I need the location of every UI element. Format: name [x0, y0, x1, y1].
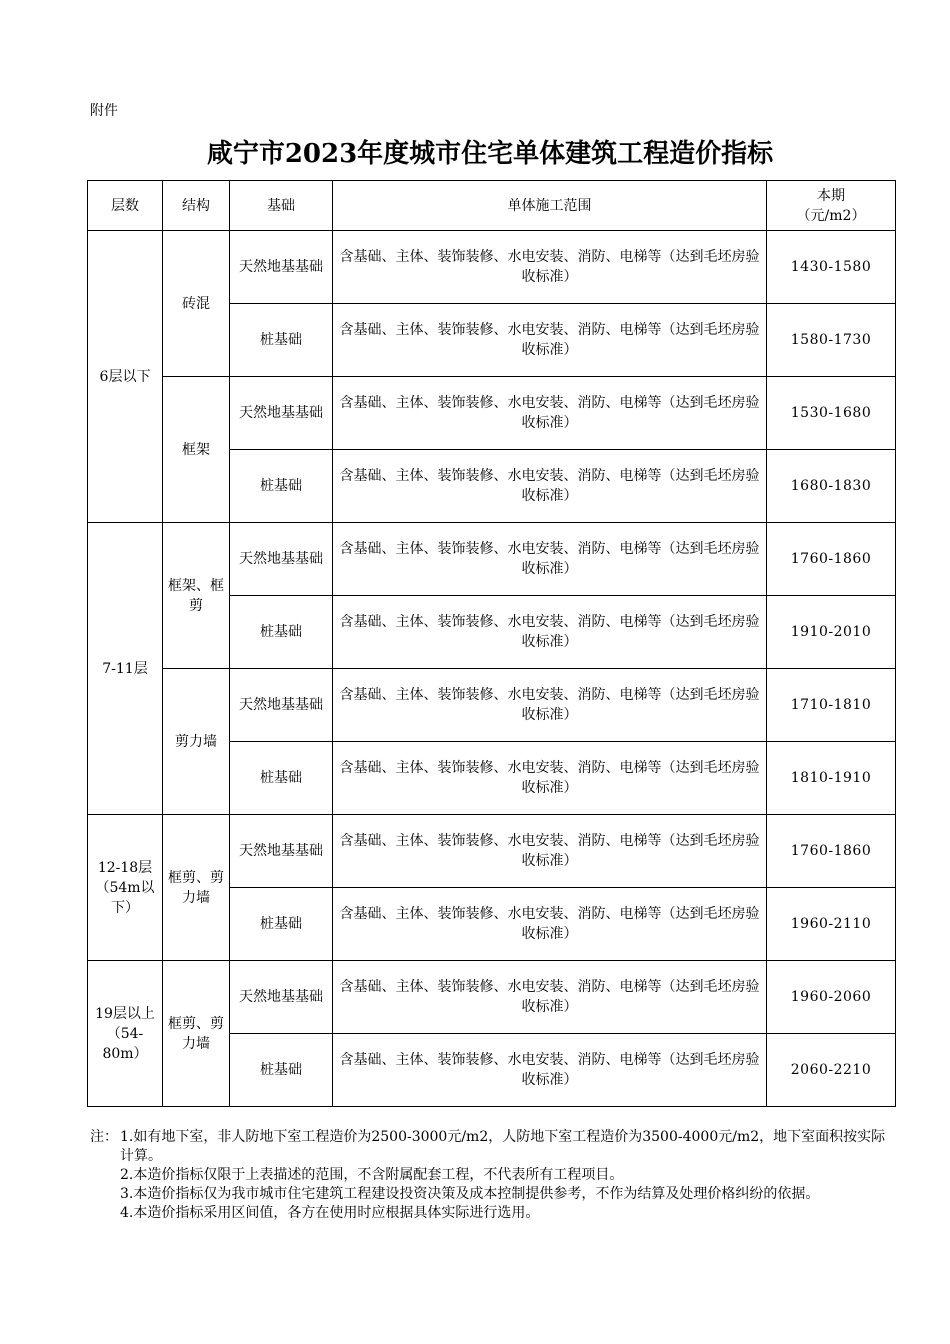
header-price-line1: 本期	[817, 187, 845, 204]
price-cell: 2060-2210	[767, 1034, 896, 1107]
table-row	[88, 815, 896, 888]
structure-cell: 砖混	[163, 231, 230, 377]
foundation-cell: 天然地基基础	[230, 231, 333, 304]
price-cell: 1580-1730	[767, 304, 896, 377]
notes-lead: 注：	[90, 1129, 118, 1145]
note-text: 1.如有地下室，非人防地下室工程造价为2500-3000元/m2，人防地下室工程造价为3500-4000元/m2，地下室面积按实际计算。	[120, 1129, 886, 1164]
note-item	[90, 1166, 890, 1185]
page-title: 咸宁市2023年度城市住宅单体建筑工程造价指标	[206, 139, 774, 169]
floor-group-cell: 19层以上（54-80m）	[88, 961, 163, 1107]
floor-group-cell: 12-18层（54m以下）	[88, 815, 163, 961]
price-cell: 1960-2060	[767, 961, 896, 1034]
table-row	[88, 961, 896, 1034]
structure-cell: 框剪、剪力墙	[163, 815, 230, 961]
note-item	[90, 1204, 890, 1223]
price-cell: 1430-1580	[767, 231, 896, 304]
structure-cell: 框剪、剪力墙	[163, 961, 230, 1107]
header-price-line2: （元/m2）	[796, 207, 866, 224]
scope-cell: 含基础、主体、装饰装修、水电安装、消防、电梯等（达到毛坯房验收标准）	[333, 888, 767, 961]
table-row	[88, 669, 896, 742]
header-scope: 单体施工范围	[333, 181, 767, 231]
scope-cell: 含基础、主体、装饰装修、水电安装、消防、电梯等（达到毛坯房验收标准）	[333, 961, 767, 1034]
price-cell: 1810-1910	[767, 742, 896, 815]
structure-cell: 框架、框剪	[163, 523, 230, 669]
foundation-cell: 桩基础	[230, 888, 333, 961]
table-row	[88, 523, 896, 596]
floor-group-cell: 7-11层	[88, 523, 163, 815]
header-foundation: 基础	[230, 181, 333, 231]
attachment-label: 附件	[90, 103, 118, 119]
scope-cell: 含基础、主体、装饰装修、水电安装、消防、电梯等（达到毛坯房验收标准）	[333, 377, 767, 450]
foundation-cell: 桩基础	[230, 742, 333, 815]
notes	[90, 1128, 890, 1223]
foundation-cell: 桩基础	[230, 450, 333, 523]
price-cell: 1760-1860	[767, 523, 896, 596]
note-text: 4.本造价指标采用区间值，各方在使用时应根据具体实际进行选用。	[120, 1205, 540, 1221]
price-cell: 1910-2010	[767, 596, 896, 669]
foundation-cell: 桩基础	[230, 1034, 333, 1107]
scope-cell: 含基础、主体、装饰装修、水电安装、消防、电梯等（达到毛坯房验收标准）	[333, 742, 767, 815]
foundation-cell: 桩基础	[230, 596, 333, 669]
header-row	[88, 181, 896, 231]
note-text: 3.本造价指标仅为我市城市住宅建筑工程建设投资决策及成本控制提供参考，不作为结算及处理价格纠纷的依据。	[120, 1186, 820, 1202]
scope-cell: 含基础、主体、装饰装修、水电安装、消防、电梯等（达到毛坯房验收标准）	[333, 1034, 767, 1107]
header-price	[767, 181, 896, 231]
note-text: 2.本造价指标仅限于上表描述的范围，不含附属配套工程，不代表所有工程项目。	[120, 1167, 624, 1183]
foundation-cell: 天然地基基础	[230, 523, 333, 596]
note-item	[90, 1185, 890, 1204]
scope-cell: 含基础、主体、装饰装修、水电安装、消防、电梯等（达到毛坯房验收标准）	[333, 669, 767, 742]
foundation-cell: 天然地基基础	[230, 669, 333, 742]
scope-cell: 含基础、主体、装饰装修、水电安装、消防、电梯等（达到毛坯房验收标准）	[333, 304, 767, 377]
floor-group-cell: 6层以下	[88, 231, 163, 523]
foundation-cell: 天然地基基础	[230, 377, 333, 450]
note-item	[90, 1128, 890, 1166]
price-cell: 1760-1860	[767, 815, 896, 888]
structure-cell: 框架	[163, 377, 230, 523]
price-cell: 1710-1810	[767, 669, 896, 742]
table-row	[88, 377, 896, 450]
price-cell: 1960-2110	[767, 888, 896, 961]
foundation-cell: 天然地基基础	[230, 961, 333, 1034]
scope-cell: 含基础、主体、装饰装修、水电安装、消防、电梯等（达到毛坯房验收标准）	[333, 596, 767, 669]
scope-cell: 含基础、主体、装饰装修、水电安装、消防、电梯等（达到毛坯房验收标准）	[333, 450, 767, 523]
structure-cell: 剪力墙	[163, 669, 230, 815]
header-floors: 层数	[88, 181, 163, 231]
header-structure: 结构	[163, 181, 230, 231]
scope-cell: 含基础、主体、装饰装修、水电安装、消防、电梯等（达到毛坯房验收标准）	[333, 523, 767, 596]
cost-index-table	[87, 180, 896, 1107]
price-cell: 1530-1680	[767, 377, 896, 450]
table-row	[88, 231, 896, 304]
scope-cell: 含基础、主体、装饰装修、水电安装、消防、电梯等（达到毛坯房验收标准）	[333, 231, 767, 304]
foundation-cell: 天然地基基础	[230, 815, 333, 888]
foundation-cell: 桩基础	[230, 304, 333, 377]
price-cell: 1680-1830	[767, 450, 896, 523]
scope-cell: 含基础、主体、装饰装修、水电安装、消防、电梯等（达到毛坯房验收标准）	[333, 815, 767, 888]
